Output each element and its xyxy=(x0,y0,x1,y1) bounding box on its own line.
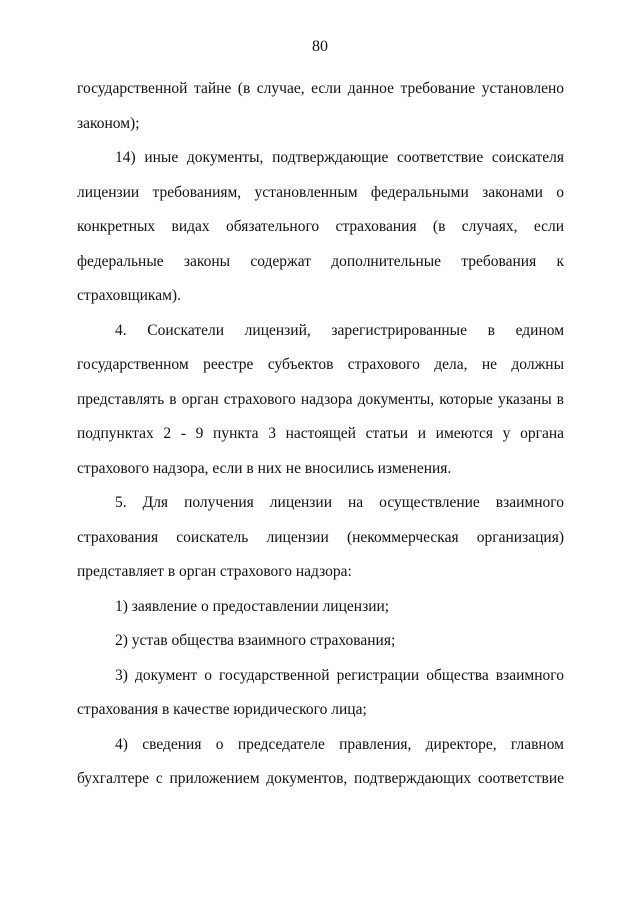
paragraph-section-5: 5. Для получения лицензии на осуществление взаимного страхования соискатель лицензии (некоммерческая организация) представляет в орган страхового надзора: xyxy=(77,494,564,580)
paragraph-state-secret-continuation: государственной тайне (в случае, если данное требование установлено законом); xyxy=(77,80,564,132)
list-item-2: 2) устав общества взаимного страхования; xyxy=(115,632,396,649)
list-item-1: 1) заявление о предоставлении лицензии; xyxy=(115,597,390,615)
list-item-4: 4) сведения о председателе правления, директоре, главном бухгалтере с приложением документов, подтверждающих соответствие xyxy=(77,735,564,787)
page-number: 80 xyxy=(312,38,328,55)
paragraph-item-14: 14) иные документы, подтверждающие соответствие соискателя лицензии требованиям, установленным федеральными законами о конкретных видах обязательного страхования (в случаях, если федеральные законы содержат дополнительные требования к страховщикам). xyxy=(77,149,564,304)
paragraph-section-4: 4. Соискатели лицензий, зарегистрированные в едином государственном реестре субъектов страхового дела, не должны представлять в орган страхового надзора документы, которые указаны в подпунктах 2 - 9 пункта 3 настоящей статьи и имеются у органа страхового надзора, если в них не вносились изменения. xyxy=(77,321,564,477)
document-body xyxy=(77,72,564,797)
list-item-3: 3) документ о государственной регистрации общества взаимного страхования в качестве юридического лица; xyxy=(77,666,564,718)
